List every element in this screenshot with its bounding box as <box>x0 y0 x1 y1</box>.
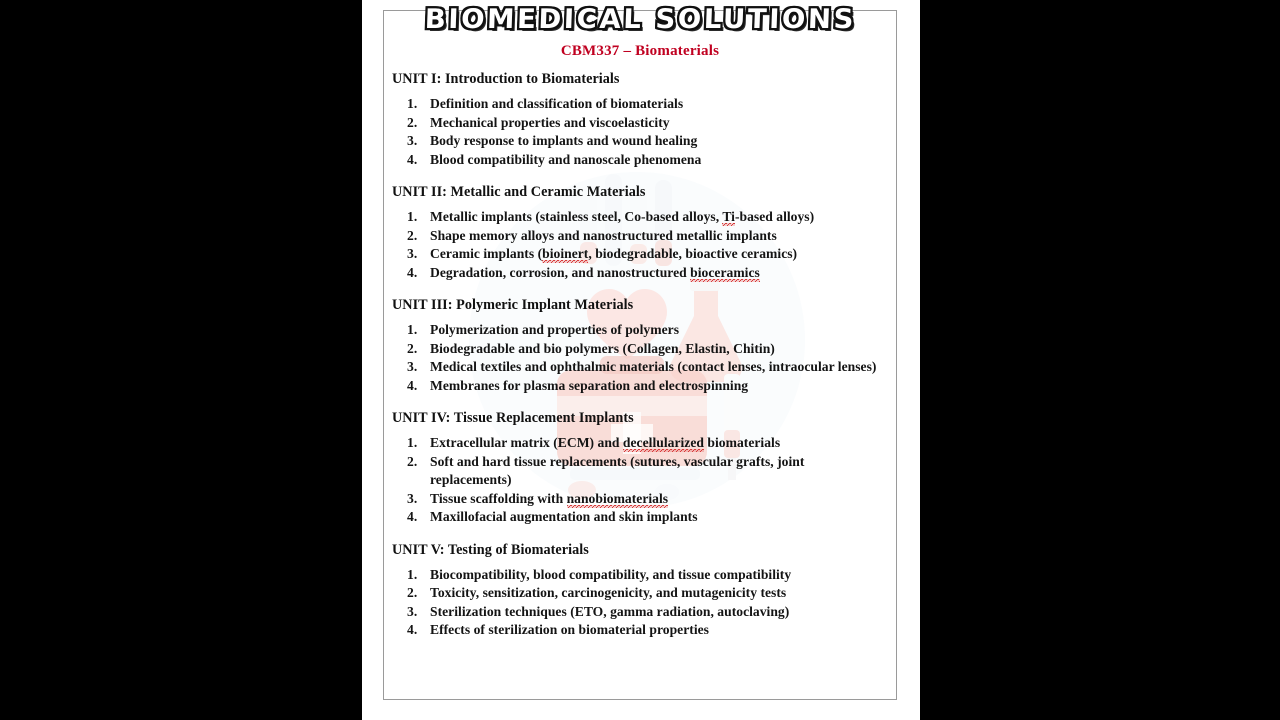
list-item-text: Shape memory alloys and nanostructured metallic implants <box>430 227 777 243</box>
spellcheck-underlined-word: bioinert <box>542 246 589 261</box>
list-item-text: Polymerization and properties of polymers <box>430 322 679 337</box>
unit-heading: UNIT II: Metallic and Ceramic Materials <box>392 184 646 200</box>
list-item <box>392 208 888 227</box>
list-item <box>392 377 888 396</box>
list-item-text: Degradation, corrosion, and nanostructured <box>430 264 691 280</box>
unit-topic-list <box>392 95 888 169</box>
unit-topic-list <box>392 566 888 640</box>
unit-block <box>392 409 888 527</box>
list-item-number: 1. <box>407 566 418 582</box>
list-item <box>392 264 888 283</box>
list-item-number: 4. <box>407 264 418 280</box>
spellcheck-underlined-word: bioceramics <box>690 264 760 280</box>
list-item <box>392 340 888 359</box>
brand-logo <box>383 3 897 37</box>
list-item <box>392 508 888 527</box>
unit-heading: UNIT IV: Tissue Replacement Implants <box>392 410 634 426</box>
list-item-number: 3. <box>407 246 418 261</box>
list-item <box>392 245 888 264</box>
list-item-text: Ceramic implants ( <box>430 246 543 261</box>
list-item-text: Blood compatibility and nanoscale phenomena <box>430 151 702 167</box>
unit-block <box>392 183 888 282</box>
list-item <box>392 434 888 453</box>
list-item-number: 1. <box>407 322 418 337</box>
list-item <box>392 584 888 603</box>
list-item-text: Maxillofacial augmentation and skin implants <box>430 509 698 524</box>
syllabus-body <box>392 70 888 654</box>
list-item-text: Mechanical properties and viscoelasticity <box>430 114 670 130</box>
list-item <box>392 114 888 133</box>
list-item-number: 2. <box>407 453 418 469</box>
list-item-text: Membranes for plasma separation and electrospinning <box>430 377 749 393</box>
list-item-text: Biocompatibility, blood compatibility, and tissue compatibility <box>430 566 792 582</box>
list-item <box>392 132 888 151</box>
list-item-text: biomaterials <box>704 435 781 450</box>
document-content <box>383 4 897 700</box>
list-item <box>392 490 888 509</box>
list-item-number: 3. <box>407 133 418 148</box>
list-item-number: 2. <box>407 114 418 130</box>
unit-heading: UNIT V: Testing of Biomaterials <box>392 541 589 558</box>
unit-block <box>392 541 888 640</box>
list-item-number: 3. <box>407 603 418 619</box>
list-item <box>392 566 888 585</box>
list-item-number: 3. <box>407 359 418 374</box>
list-item-number: 4. <box>407 377 418 393</box>
list-item-text: Body response to implants and wound healing <box>430 133 698 148</box>
list-item <box>392 151 888 170</box>
list-item <box>392 453 888 490</box>
list-item-text: Effects of sterilization on biomaterial properties <box>430 622 709 637</box>
list-item-number: 4. <box>407 622 418 637</box>
list-item-number: 2. <box>407 227 418 243</box>
list-item <box>392 603 888 622</box>
list-item-number: 3. <box>407 490 418 506</box>
unit-block <box>392 296 888 395</box>
list-item-text: Biodegradable and bio polymers (Collagen, Elastin, Chitin) <box>430 340 775 356</box>
spellcheck-underlined-word: decellularized <box>622 435 704 450</box>
brand-logo-text: BIOMEDICAL SOLUTIONS <box>423 4 857 35</box>
list-item-number: 2. <box>407 340 418 356</box>
unit-topic-list <box>392 321 888 395</box>
list-item-number: 4. <box>407 151 418 167</box>
list-item-number: 1. <box>407 209 418 224</box>
unit-topic-list <box>392 208 888 282</box>
unit-heading: UNIT III: Polymeric Implant Materials <box>392 297 634 313</box>
list-item-text: Extracellular matrix (ECM) and <box>430 435 623 450</box>
list-item <box>392 321 888 340</box>
list-item-text: Soft and hard tissue replacements (sutures, vascular grafts, joint replacements) <box>430 453 805 487</box>
course-subtitle: CBM337 – Biomaterials <box>560 43 720 59</box>
unit-topic-list <box>392 434 888 527</box>
spellcheck-underlined-word: Ti <box>722 209 735 224</box>
list-item-text: Medical textiles and ophthalmic materials (contact lenses, intraocular lenses) <box>430 359 877 374</box>
list-item-text: , biodegradable, bioactive ceramics) <box>588 246 798 261</box>
list-item-text: Toxicity, sensitization, carcinogenicity, and mutagenicity tests <box>430 585 787 600</box>
list-item-number: 1. <box>407 435 418 450</box>
list-item-number: 2. <box>407 585 418 600</box>
list-item-text: -based alloys) <box>734 209 815 224</box>
list-item-text: Tissue scaffolding with <box>430 490 567 506</box>
list-item-text: Definition and classification of biomaterials <box>430 96 684 111</box>
list-item-number: 4. <box>407 509 418 524</box>
unit-block <box>392 70 888 169</box>
list-item-text: Sterilization techniques (ETO, gamma radiation, autoclaving) <box>430 603 790 619</box>
slide-page <box>362 0 920 720</box>
list-item <box>392 358 888 377</box>
list-item <box>392 227 888 246</box>
list-item-number: 1. <box>407 96 418 111</box>
list-item <box>392 621 888 640</box>
list-item-text: Metallic implants (stainless steel, Co-based alloys, <box>430 209 723 224</box>
unit-heading: UNIT I: Introduction to Biomaterials <box>392 71 620 87</box>
spellcheck-underlined-word: nanobiomaterials <box>566 490 669 506</box>
list-item <box>392 95 888 114</box>
